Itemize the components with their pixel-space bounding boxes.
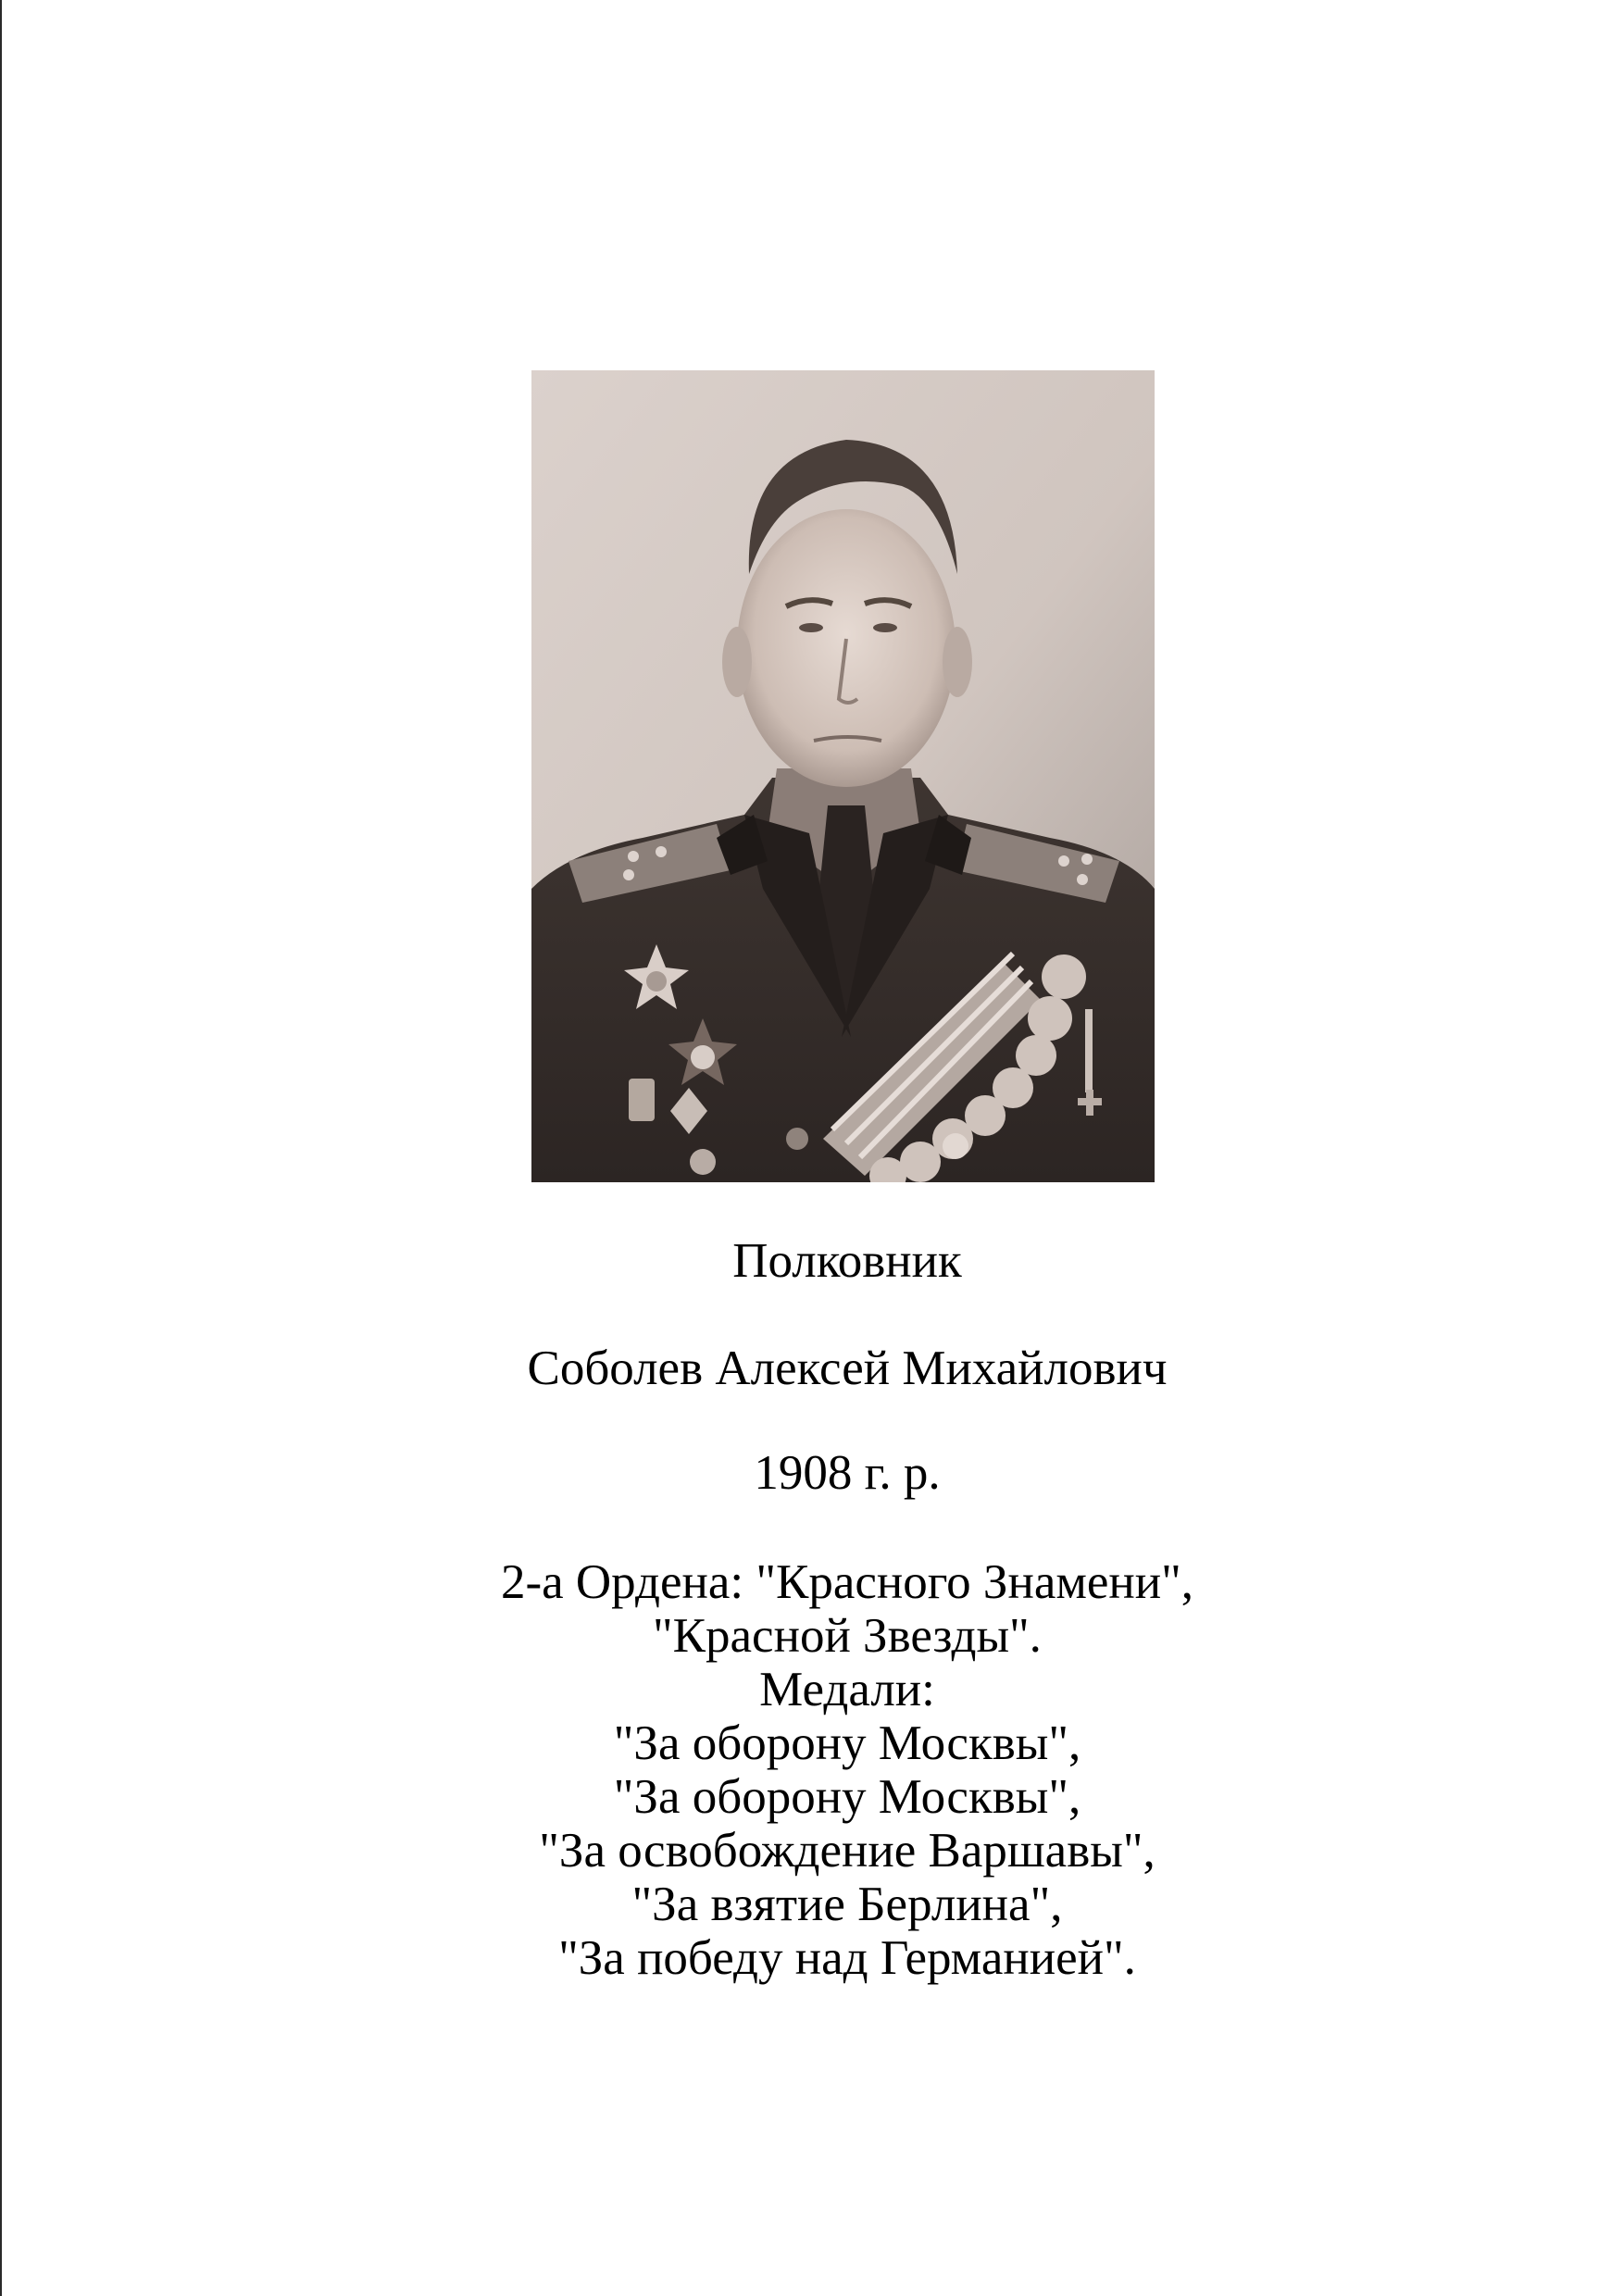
medal-item: "За оборону Москвы", xyxy=(613,1770,1081,1824)
medal-item: "За освобождение Варшавы", xyxy=(539,1824,1156,1878)
medals-heading: Медали: xyxy=(759,1663,935,1716)
caption-rank-block xyxy=(292,1234,1403,1288)
medal-item: "За взятие Берлина", xyxy=(631,1878,1063,1931)
orders-line-1: 2-а Ордена: "Красного Знамени", xyxy=(500,1555,1194,1609)
portrait-photo xyxy=(531,370,1155,1182)
medal-item: "За победу над Германией". xyxy=(558,1931,1136,1985)
caption-birth-block xyxy=(292,1446,1403,1500)
page-left-border xyxy=(0,0,2,2296)
full-name-text: Соболев Алексей Михайлович xyxy=(527,1341,1168,1395)
medal-item: "За оборону Москвы", xyxy=(613,1716,1081,1770)
orders-line-2: "Красной Звезды". xyxy=(653,1609,1042,1663)
awards-block xyxy=(292,1555,1403,1985)
portrait-illustration xyxy=(531,370,1155,1182)
caption-name-block xyxy=(292,1341,1403,1395)
birth-year-text: 1908 г. р. xyxy=(754,1446,941,1500)
rank-text: Полковник xyxy=(732,1234,962,1288)
